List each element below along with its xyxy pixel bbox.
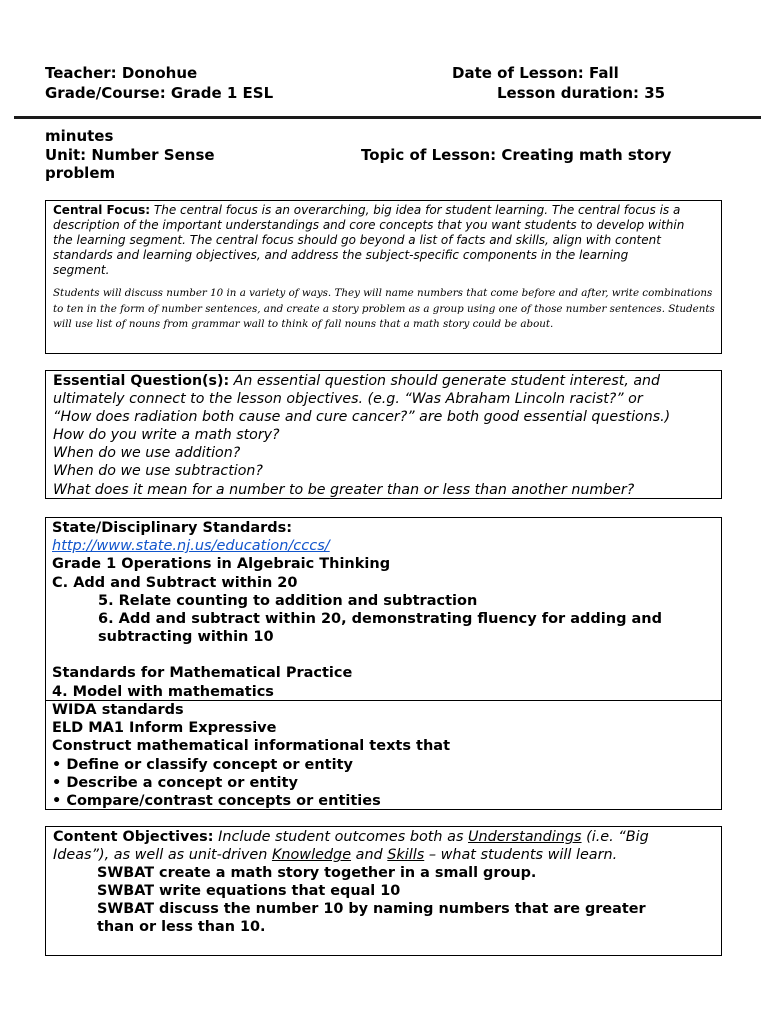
central-focus-label: Central Focus: <box>53 203 151 217</box>
header-divider <box>14 116 761 119</box>
unit: Unit: Number Sense <box>45 146 215 164</box>
central-focus-desc: standards and learning objectives, and address the subject-specific components in the learning <box>53 248 629 262</box>
content-objectives-intro: (i.e. “Big <box>581 829 649 845</box>
central-focus-box <box>45 200 722 354</box>
central-focus-desc: description of the important understandings and core concepts that you want students to develop within <box>53 218 685 232</box>
standards-box <box>45 517 722 810</box>
standard-item: subtracting within 10 <box>98 629 274 646</box>
essential-question: When do we use subtraction? <box>53 463 263 480</box>
central-focus-desc: The central focus is an overarching, big idea for student learning. The central focus is a <box>150 203 681 217</box>
content-objectives-label: Content Objectives: <box>53 829 214 845</box>
essential-questions-desc: An essential question should generate student interest, and <box>229 373 661 389</box>
student-focus-line: to ten in the form of number sentences, and create a story problem as a group using one of those number sentences. Students <box>53 302 715 315</box>
objective-item: SWBAT write equations that equal 10 <box>97 883 401 900</box>
topic-of-lesson-cont: problem <box>45 164 116 182</box>
content-objectives-box <box>45 826 722 956</box>
essential-questions-label: Essential Question(s): <box>53 373 230 389</box>
objective-item: SWBAT discuss the number 10 by naming numbers that are greater <box>97 901 646 918</box>
student-focus-line: Students will discuss number 10 in a variety of ways. They will name numbers that come before and after, write combinations <box>53 287 713 299</box>
topic-of-lesson: Topic of Lesson: Creating math story <box>361 146 672 164</box>
content-objectives-intro: Include student outcomes both as <box>213 829 469 845</box>
teacher-name: Teacher: Donohue <box>45 64 198 82</box>
wida-bullet: • Compare/contrast concepts or entities <box>52 793 381 810</box>
central-focus-desc: segment. <box>53 263 110 277</box>
objective-item: than or less than 10. <box>97 919 266 936</box>
knowledge-term: Knowledge <box>271 847 352 864</box>
essential-question: What does it mean for a number to be greater than or less than another number? <box>53 481 635 498</box>
standard-item: 5. Relate counting to addition and subtraction <box>98 592 478 609</box>
lesson-duration: Lesson duration: 35 <box>497 84 666 102</box>
skills-term: Skills <box>387 847 425 864</box>
standards-domain: Grade 1 Operations in Algebraic Thinking <box>52 556 391 573</box>
wida-eld: ELD MA1 Inform Expressive <box>52 720 277 737</box>
content-objectives-ideas: – what students will learn. <box>424 847 618 864</box>
standards-label: State/Disciplinary Standards: <box>52 520 293 536</box>
objective-item: SWBAT create a math story together in a small group. <box>97 865 537 882</box>
essential-questions-desc: “How does radiation both cause and cure cancer?” are both good essential questions.) <box>53 409 671 426</box>
wida-bullet: • Describe a concept or entity <box>52 774 298 791</box>
student-focus-line: will use list of nouns from grammar wall to think of fall nouns that a math story could be about. <box>53 318 554 330</box>
essential-questions-desc: ultimately connect to the lesson objectives. (e.g. “Was Abraham Lincoln racist?” or <box>53 391 643 408</box>
grade-course: Grade/Course: Grade 1 ESL <box>45 84 274 102</box>
and-text: and <box>351 847 388 864</box>
lesson-duration-cont: minutes <box>45 127 114 145</box>
understandings-term: Understandings <box>468 829 582 845</box>
wida-construct: Construct mathematical informational texts that <box>52 738 451 755</box>
standard-item: 6. Add and subtract within 20, demonstrating fluency for adding and <box>98 611 662 628</box>
math-practice-item: 4. Model with mathematics <box>52 683 274 700</box>
essential-questions-box <box>45 370 722 499</box>
wida-label: WIDA standards <box>52 702 184 718</box>
wida-section <box>46 701 721 810</box>
central-focus-student-text <box>53 286 714 333</box>
central-focus-desc: the learning segment. The central focus should go beyond a list of facts and skills, align with content <box>53 233 661 247</box>
wida-bullet: • Define or classify concept or entity <box>52 756 353 773</box>
essential-question: When do we use addition? <box>53 445 241 462</box>
standards-cluster: C. Add and Subtract within 20 <box>52 574 298 591</box>
standards-link[interactable]: http://www.state.nj.us/education/cccs/ <box>52 538 330 555</box>
date-of-lesson: Date of Lesson: Fall <box>452 64 619 82</box>
content-objectives-ideas: Ideas”), as well as unit-driven <box>53 847 272 864</box>
state-standards-section <box>46 518 721 701</box>
math-practice-label: Standards for Mathematical Practice <box>52 665 353 682</box>
essential-question: How do you write a math story? <box>53 427 280 444</box>
